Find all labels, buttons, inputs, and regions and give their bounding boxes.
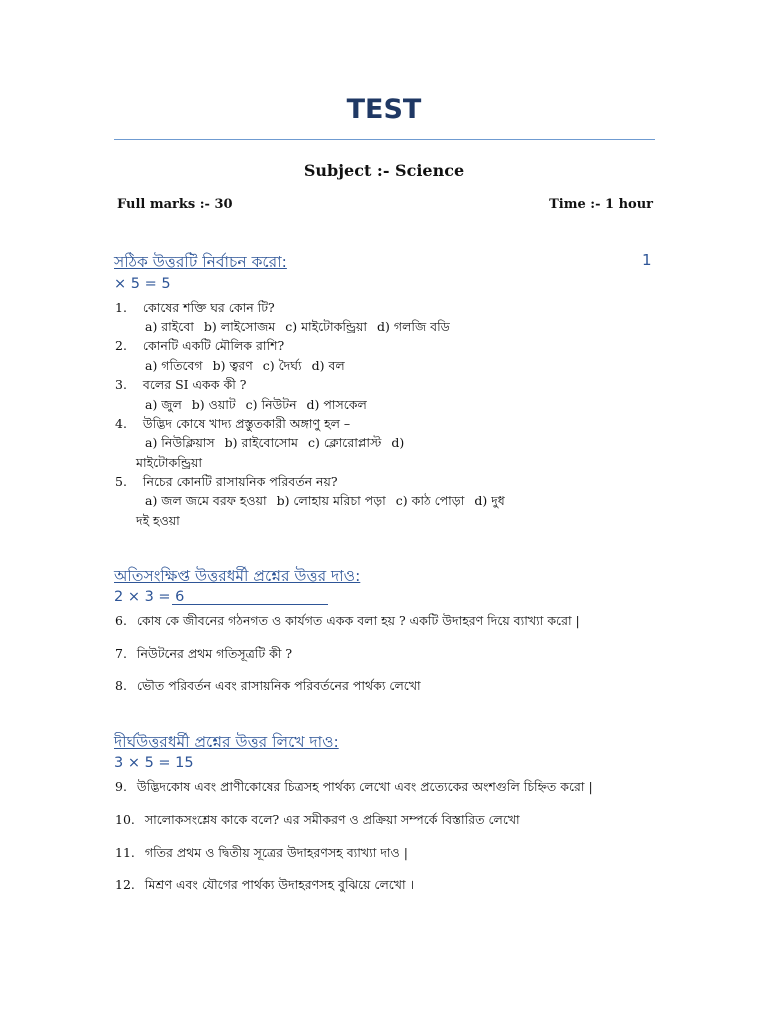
question-4-options: a) নিউক্লিয়াস b) রাইবোসোম c) ক্লোরোপ্লাস্ট d) xyxy=(145,435,405,450)
section1-number: 1 xyxy=(642,251,652,269)
question-11: 11. গতির প্রথম ও দ্বিতীয় সূত্রের উদাহরণসহ ব্যাখ্যা দাও | xyxy=(115,845,408,860)
question-10: 10. সালোকসংশ্লেষ কাকে বলে? এর সমীকরণ ও প্রক্রিয়া সম্পর্কে বিস্তারিত লেখো xyxy=(115,812,520,827)
question-4: 4. উদ্ভিদ কোষে খাদ্য প্রস্তুতকারী অঙ্গাণু হল – xyxy=(115,416,351,431)
question-3-options: a) জুল b) ওয়াট c) নিউটন d) পাসকেল xyxy=(145,397,367,412)
question-3: 3. বলের SI একক কী ? xyxy=(115,377,247,392)
section1-title: সঠিক উত্তরটি নির্বাচন করো: xyxy=(114,253,287,271)
question-5: 5. নিচের কোনটি রাসায়নিক পরিবর্তন নয়? xyxy=(115,474,338,489)
page-title: TEST xyxy=(346,94,422,125)
question-2: 2. কোনটি একটি মৌলিক রাশি? xyxy=(115,338,285,353)
subject-line: Subject :- Science xyxy=(303,161,465,180)
time-limit: Time :- 1 hour xyxy=(549,197,653,212)
question-1: 1. কোষের শক্তি ঘর কোন টি? xyxy=(115,300,275,315)
section1-marks: × 5 = 5 xyxy=(114,276,171,292)
question-2-options: a) গতিবেগ b) ত্বরণ c) দৈর্ঘ্য d) বল xyxy=(145,358,345,373)
section2-marks-underline xyxy=(172,604,328,605)
question-5-option-continuation: দই হওয়া xyxy=(136,513,180,528)
question-5-options: a) জল জমে বরফ হওয়া b) লোহায় মরিচা পড়া c) কাঠ পোড়া d) দুধ xyxy=(145,493,505,508)
section2-title: অতিসংক্ষিপ্ত উত্তরধর্মী প্রশ্নের উত্তর দাও: xyxy=(114,567,361,585)
question-1-options: a) রাইবো b) লাইসোজম c) মাইটোকন্ড্রিয়া d) গলজি বডি xyxy=(145,319,450,334)
full-marks: Full marks :- 30 xyxy=(117,197,233,212)
question-12: 12. মিশ্রণ এবং যৌগের পার্থক্য উদাহরণসহ বুঝিয়ে লেখো । xyxy=(115,877,415,892)
section3-marks: 3 × 5 = 15 xyxy=(114,755,194,771)
question-7: 7. নিউটনের প্রথম গতিসূত্রটি কী ? xyxy=(115,646,293,661)
question-4-option-continuation: মাইটোকন্ড্রিয়া xyxy=(136,455,202,470)
question-6: 6. কোষ কে জীবনের গঠনগত ও কার্যগত একক বলা হয় ? একটি উদাহরণ দিয়ে ব্যাখ্যা করো | xyxy=(115,613,580,628)
section2-marks: 2 × 3 = 6 xyxy=(114,589,185,605)
question-8: 8. ভৌত পরিবর্তন এবং রাসায়নিক পরিবর্তনের পার্থক্য লেখো xyxy=(115,678,421,693)
section3-title: দীর্ঘউত্তরধর্মী প্রশ্নের উত্তর লিখে দাও: xyxy=(114,733,339,751)
question-9: 9. উদ্ভিদকোষ এবং প্রাণীকোষের চিত্রসহ পার্থক্য লেখো এবং প্রত্যেকের অংশগুলি চিহ্নিত করো | xyxy=(115,779,593,794)
title-divider xyxy=(114,139,655,140)
